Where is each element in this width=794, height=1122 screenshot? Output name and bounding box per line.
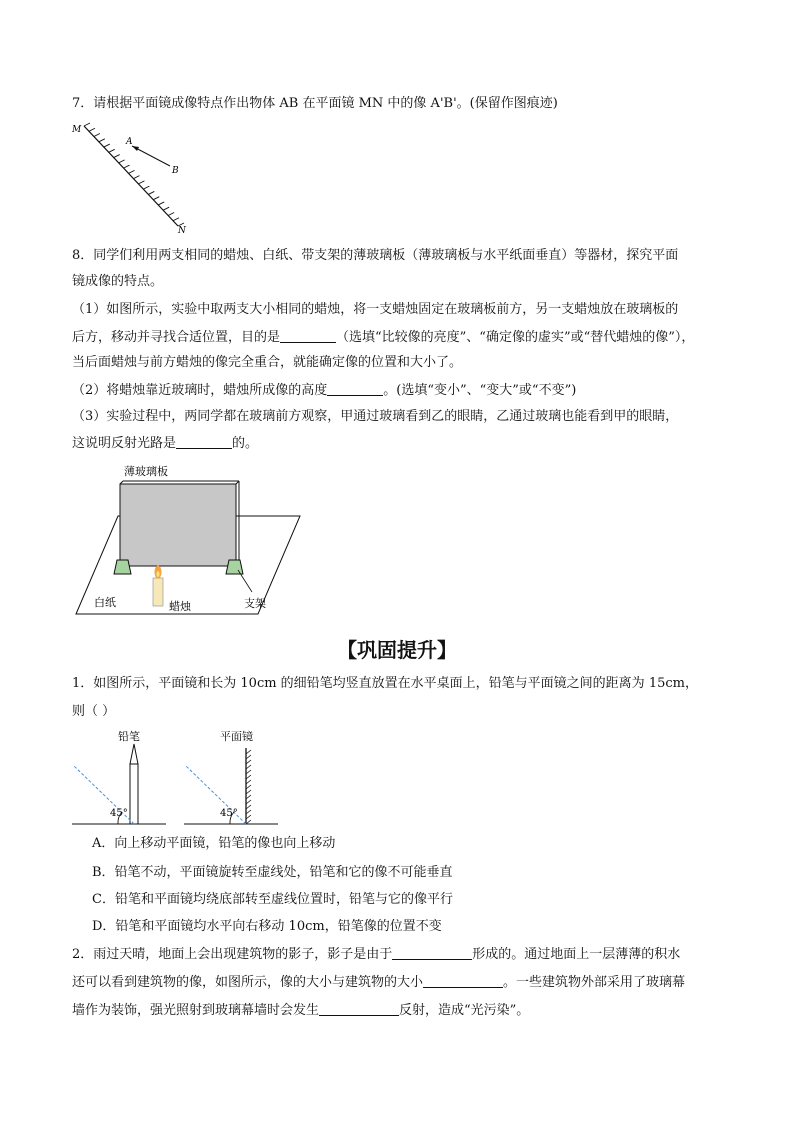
angle-label: 45°: [220, 808, 238, 819]
hatch-mark: [143, 186, 149, 189]
angle-label: 45°: [110, 808, 128, 819]
answer-blank[interactable]: [392, 945, 472, 960]
label-n: N: [178, 226, 186, 236]
q8-part2: [72, 381, 576, 400]
label-pencil: 铅笔: [118, 730, 140, 743]
hatch-mark: [246, 795, 251, 799]
label-b: B: [172, 166, 179, 176]
hatch-mark: [246, 805, 251, 809]
q8-part1-line2: [72, 328, 694, 347]
hatch-mark: [148, 191, 154, 194]
q8-part1-text-a: 后方，移动并寻找合适位置，目的是: [72, 330, 281, 345]
q8-part2-text-a: （2）将蜡烛靠近玻璃时，蜡烛所成像的高度: [72, 383, 328, 398]
label-m: M: [72, 125, 82, 135]
hatch-mark: [133, 176, 139, 179]
hatch-mark: [129, 170, 135, 173]
q8-part1-line1: （1）如图所示，实验中取两支大小相同的蜡烛，将一支蜡烛固定在玻璃板前方，另一支蜡烛放在玻璃板的: [72, 302, 679, 317]
q8-intro-2: 镜成像的特点。: [72, 274, 164, 289]
q8-glass-experiment-figure: [74, 460, 304, 620]
hatch-mark: [104, 144, 110, 147]
hatch-mark: [158, 202, 164, 205]
hatch-mark: [109, 149, 115, 152]
q8-intro-1: 8．同学们利用两支相同的蜡烛、白纸、带支架的薄玻璃板（薄玻璃板与水平纸面垂直）等器材，探究平面: [72, 248, 679, 263]
hatch-mark: [246, 820, 251, 824]
hatch-mark: [246, 800, 251, 804]
answer-blank[interactable]: [423, 973, 503, 988]
c2-text-3b: 反射，造成“光污染”。: [399, 1003, 530, 1018]
label-white-paper: 白纸: [94, 596, 116, 609]
c2-text-3a: 墙作为装饰，强光照射到玻璃幕墙时会发生: [72, 1003, 320, 1018]
hatch-mark: [124, 165, 130, 168]
option-d[interactable]: D．铅笔和平面镜均水平向右移动 10cm，铅笔像的位置不变: [92, 919, 442, 934]
c2-line2: [72, 973, 685, 992]
c2-text-2a: 还可以看到建筑物的像，如图所示，像的大小与建筑物的大小: [72, 975, 424, 990]
hatch-mark: [153, 197, 159, 200]
answer-blank[interactable]: [319, 1001, 399, 1016]
hatch-mark: [246, 760, 251, 764]
answer-blank[interactable]: [280, 328, 336, 343]
hatch-mark: [246, 755, 251, 759]
hatch-mark: [168, 212, 174, 215]
hatch-mark: [246, 815, 251, 819]
section-title: 【巩固提升】: [337, 638, 457, 662]
c2-text-1b: 形成的。通过地面上一层薄薄的积水: [472, 947, 681, 962]
label-stand: 支架: [244, 597, 266, 610]
hatch-mark: [163, 207, 169, 210]
c2-text-1a: 2．雨过天晴，地面上会出现建筑物的影子，影子是由于: [72, 947, 393, 962]
hatch-mark: [119, 160, 125, 163]
option-b[interactable]: B．铅笔不动，平面镜旋转至虚线处，铅笔和它的像不可能垂直: [92, 865, 453, 880]
q8-part3-line1: （3）实验过程中，两同学都在玻璃前方观察，甲通过玻璃看到乙的眼睛，乙通过玻璃也能看到甲的眼睛，: [72, 409, 679, 424]
c2-text-2b: 。一些建筑物外部采用了玻璃幕: [503, 975, 686, 990]
q8-part3-line2: [72, 434, 258, 453]
q8-part2-text-b: 。(选填“变小”、“变大”或“不变”): [383, 383, 577, 398]
hatch-mark: [138, 181, 144, 184]
c1-mirror-figure: [182, 726, 282, 826]
hatch-mark: [246, 770, 251, 774]
hatch-mark: [246, 775, 251, 779]
label-candle: 蜡烛: [169, 600, 191, 613]
label-a: A: [126, 137, 133, 147]
hatch-mark: [173, 218, 179, 221]
q8-part3-text-b: 的。: [232, 436, 259, 451]
hatch-mark: [246, 750, 251, 754]
c1-line1: 1．如图所示，平面镜和长为 10cm 的细铅笔均竖直放置在水平桌面上，铅笔与平面镜之间的距离为 15cm，: [72, 676, 698, 691]
hatch-mark: [246, 780, 251, 784]
q8-part1-line3: 当后面蜡烛与前方蜡烛的像完全重合，就能确定像的位置和大小了。: [72, 355, 463, 370]
q8-part3-text-a: 这说明反射光路是: [72, 436, 177, 451]
label-mirror: 平面镜: [220, 730, 253, 743]
hatch-mark: [94, 134, 100, 137]
hatch-mark: [246, 765, 251, 769]
hatch-mark: [246, 810, 251, 814]
option-a[interactable]: A．向上移动平面镜，铅笔的像也向上移动: [92, 836, 336, 851]
q8-part1-text-b: （选填“比较像的亮度”、“确定像的虚实”或“替代蜡烛的像”），: [336, 330, 695, 345]
hatch-mark: [114, 155, 120, 158]
c2-line1: [72, 945, 680, 964]
answer-blank[interactable]: [327, 381, 383, 396]
hatch-mark: [89, 128, 95, 131]
q7-mirror-figure: [72, 120, 192, 236]
hatch-mark: [246, 785, 251, 789]
c2-line3: [72, 1001, 529, 1020]
c1-pencil-figure: [70, 726, 170, 826]
label-glass-plate: 薄玻璃板: [124, 465, 168, 478]
c1-line2: 则（ ）: [72, 704, 116, 719]
q7-text: 7．请根据平面镜成像特点作出物体 AB 在平面镜 MN 中的像 A'B'。(保留作图痕迹): [72, 96, 558, 111]
hatch-mark: [84, 123, 90, 126]
hatch-mark: [99, 139, 105, 142]
answer-blank[interactable]: [176, 434, 232, 449]
hatch-mark: [246, 790, 251, 794]
option-c[interactable]: C．铅笔和平面镜均绕底部转至虚线位置时，铅笔与它的像平行: [92, 892, 453, 907]
